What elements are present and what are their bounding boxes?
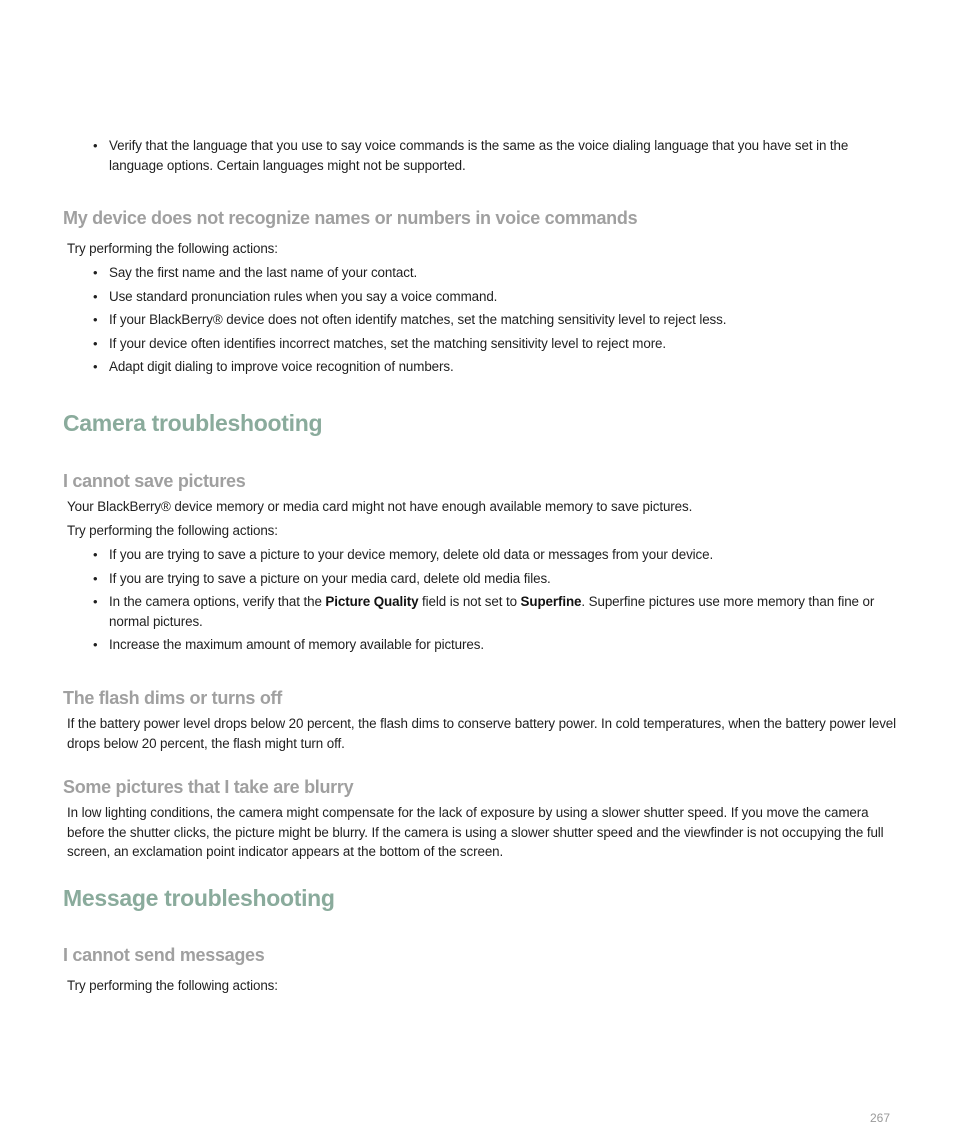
field-name-picture-quality: Picture Quality xyxy=(325,594,419,609)
names-numbers-bullet-list xyxy=(93,263,893,377)
list-item: • Adapt digit dialing to improve voice recognition of numbers. xyxy=(93,357,893,377)
section-heading-names-numbers: My device does not recognize names or numbers in voice commands xyxy=(63,208,638,228)
bullet-icon: • xyxy=(93,335,98,351)
list-item: • If your BlackBerry® device does not often identify matches, set the matching sensitivity level to reject less. xyxy=(93,310,893,330)
section-heading-save-pictures: I cannot save pictures xyxy=(63,471,246,491)
page-number: 267 xyxy=(869,1111,890,1125)
bullet-icon: • xyxy=(93,637,98,652)
bullet-icon: • xyxy=(93,570,98,586)
paragraph: Try performing the following actions: xyxy=(67,523,278,538)
bullet-icon: • xyxy=(93,265,98,280)
list-item: • Say the first name and the last name of your contact. xyxy=(93,263,893,283)
list-item: • If your device often identifies incorrect matches, set the matching sensitivity level to reject more. xyxy=(93,334,893,354)
list-item: • Verify that the language that you use to say voice commands is the same as the voice dialing language that you have set in the language options. Certain languages might not be supported. xyxy=(93,138,849,173)
list-item: • In the camera options, verify that the Picture Quality field is not set to Superfine. Superfine pictures use more memory than fine or normal pictures. xyxy=(93,594,875,629)
paragraph: Try performing the following actions: xyxy=(67,241,278,256)
bullet-icon: • xyxy=(93,312,98,327)
paragraph: Your BlackBerry® device memory or media card might not have enough available memory to save pictures. xyxy=(67,499,693,514)
list-item: • Use standard pronunciation rules when you say a voice command. xyxy=(93,287,893,307)
list-item: • Increase the maximum amount of memory available for pictures. xyxy=(93,635,893,655)
section-heading-flash: The flash dims or turns off xyxy=(63,688,282,708)
bullet-icon: • xyxy=(93,288,98,304)
paragraph: In low lighting conditions, the camera might compensate for the lack of exposure by using a slower shutter speed. If you move the camera before the shutter clicks, the picture might be blurry. If the camera is using a slower shutter speed and the viewfinder is not occupying the full screen, an exclamation point indicator appears at the bottom of the screen. xyxy=(67,805,884,859)
intro-bullet-list xyxy=(93,136,893,175)
section-heading-send-messages: I cannot send messages xyxy=(63,945,265,965)
list-item: • If you are trying to save a picture to your device memory, delete old data or messages from your device. xyxy=(93,545,893,565)
value-superfine: Superfine xyxy=(520,594,582,609)
chapter-heading-camera: Camera troubleshooting xyxy=(63,410,323,436)
section-heading-blurry: Some pictures that I take are blurry xyxy=(63,777,354,797)
bullet-icon: • xyxy=(93,138,98,153)
bullet-icon: • xyxy=(93,547,98,562)
paragraph: Try performing the following actions: xyxy=(67,978,278,993)
list-item: • If you are trying to save a picture on your media card, delete old media files. xyxy=(93,569,893,589)
bullet-icon: • xyxy=(93,359,98,374)
chapter-heading-message: Message troubleshooting xyxy=(63,885,335,911)
bullet-icon: • xyxy=(93,594,98,609)
paragraph: If the battery power level drops below 20 percent, the flash dims to conserve battery power. In cold temperatures, when the battery power level drops below 20 percent, the flash might turn off. xyxy=(67,716,897,751)
save-pictures-bullet-list xyxy=(93,545,893,655)
